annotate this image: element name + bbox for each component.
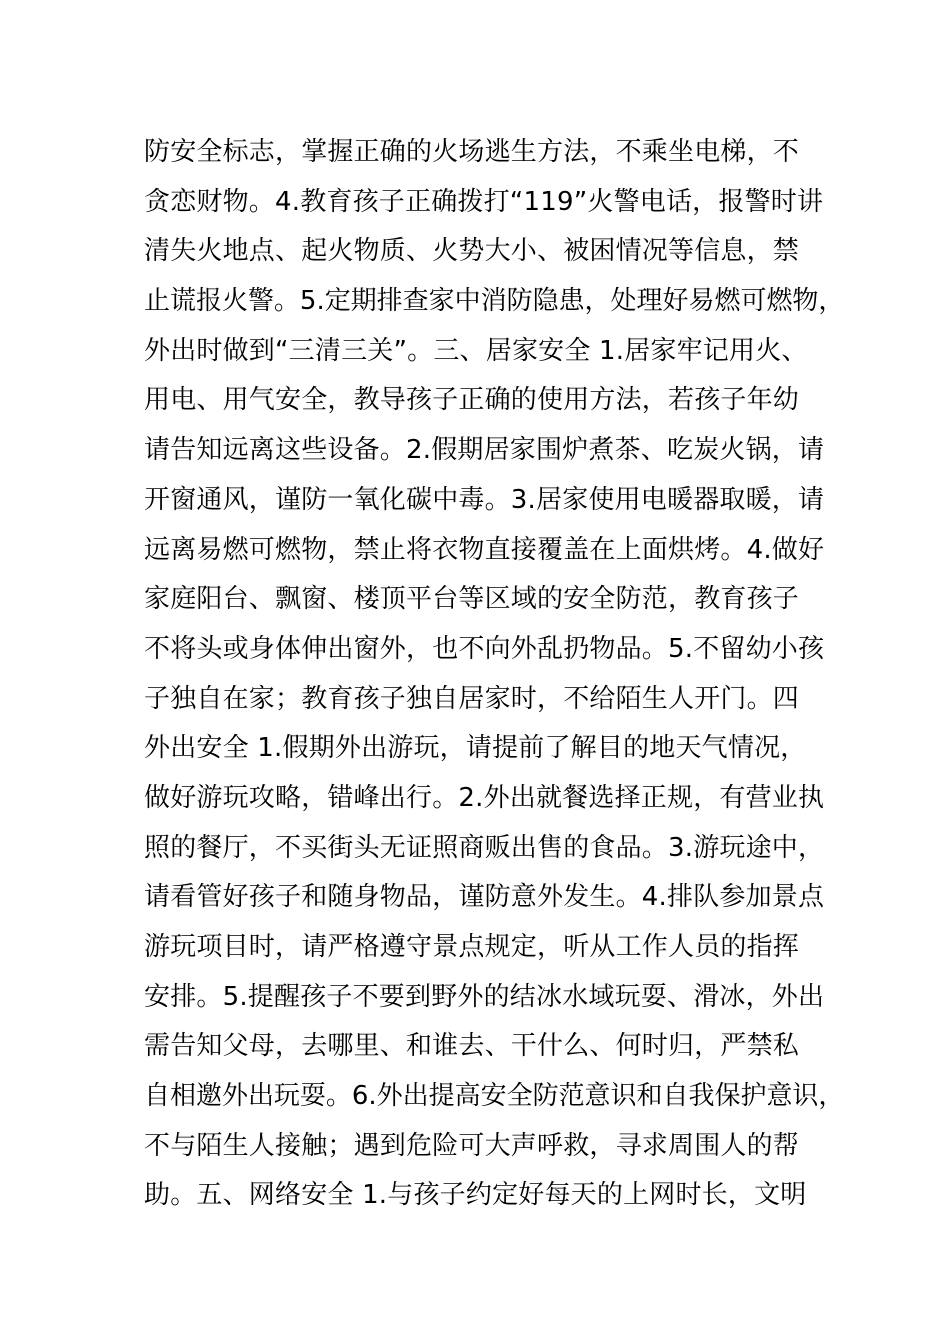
text-line: 不将头或身体伸出窗外，也不向外乱扔物品。5.不留幼小孩 xyxy=(144,633,825,664)
text-line: 请看管好孩子和随身物品，谨防意外发生。4.排队参加景点 xyxy=(144,882,825,913)
text-line: 远离易燃可燃物，禁止将衣物直接覆盖在上面烘烤。4.做好 xyxy=(144,534,825,565)
text-line: 游玩项目时，请严格遵守景点规定，听从工作人员的指挥 xyxy=(144,932,800,962)
text-line: 做好游玩攻略，错峰出行。2.外出就餐选择正规，有营业执 xyxy=(144,782,825,813)
text-line: 子独自在家；教育孩子独自居家时，不给陌生人开门。四 xyxy=(144,683,800,714)
text-line: 止谎报火警。5.定期排查家中消防隐患，处理好易燃可燃物， xyxy=(144,286,845,317)
text-line: 助。五、网络安全 1.与孩子约定好每天的上网时长，文明 xyxy=(144,1180,807,1211)
text-line: 需告知父母，去哪里、和谁去、干什么、何时归，严禁私 xyxy=(144,1031,800,1062)
text-line: 开窗通风，谨防一氧化碳中毒。3.居家使用电暖器取暖，请 xyxy=(144,484,825,515)
text-line: 安排。5.提醒孩子不要到野外的结冰水域玩耍、滑冰，外出 xyxy=(144,981,825,1012)
body-text xyxy=(144,128,844,1221)
text-line: 用电、用气安全，教导孩子正确的使用方法，若孩子年幼 xyxy=(144,385,800,416)
text-line: 照的餐厅，不买街头无证照商贩出售的食品。3.游玩途中， xyxy=(144,832,825,863)
text-line: 清失火地点、起火物质、火势大小、被困情况等信息，禁 xyxy=(144,236,800,267)
text-line: 请告知远离这些设备。2.假期居家围炉煮茶、吃炭火锅，请 xyxy=(144,435,825,466)
text-line: 外出安全 1.假期外出游玩，请提前了解目的地天气情况， xyxy=(144,733,807,764)
text-line: 外出时做到“三清三关”。三、居家安全 1.居家牢记用火、 xyxy=(144,335,808,366)
text-line: 防安全标志，掌握正确的火场逃生方法，不乘坐电梯，不 xyxy=(144,137,800,167)
text-line: 家庭阳台、飘窗、楼顶平台等区域的安全防范，教育孩子 xyxy=(144,584,800,615)
text-line: 自相邀外出玩耍。6.外出提高安全防范意识和自我保护意识， xyxy=(144,1081,845,1112)
text-line: 不与陌生人接触；遇到危险可大声呼救，寻求周围人的帮 xyxy=(144,1130,800,1161)
text-line: 贪恋财物。4.教育孩子正确拨打“119”火警电话，报警时讲 xyxy=(144,186,824,217)
